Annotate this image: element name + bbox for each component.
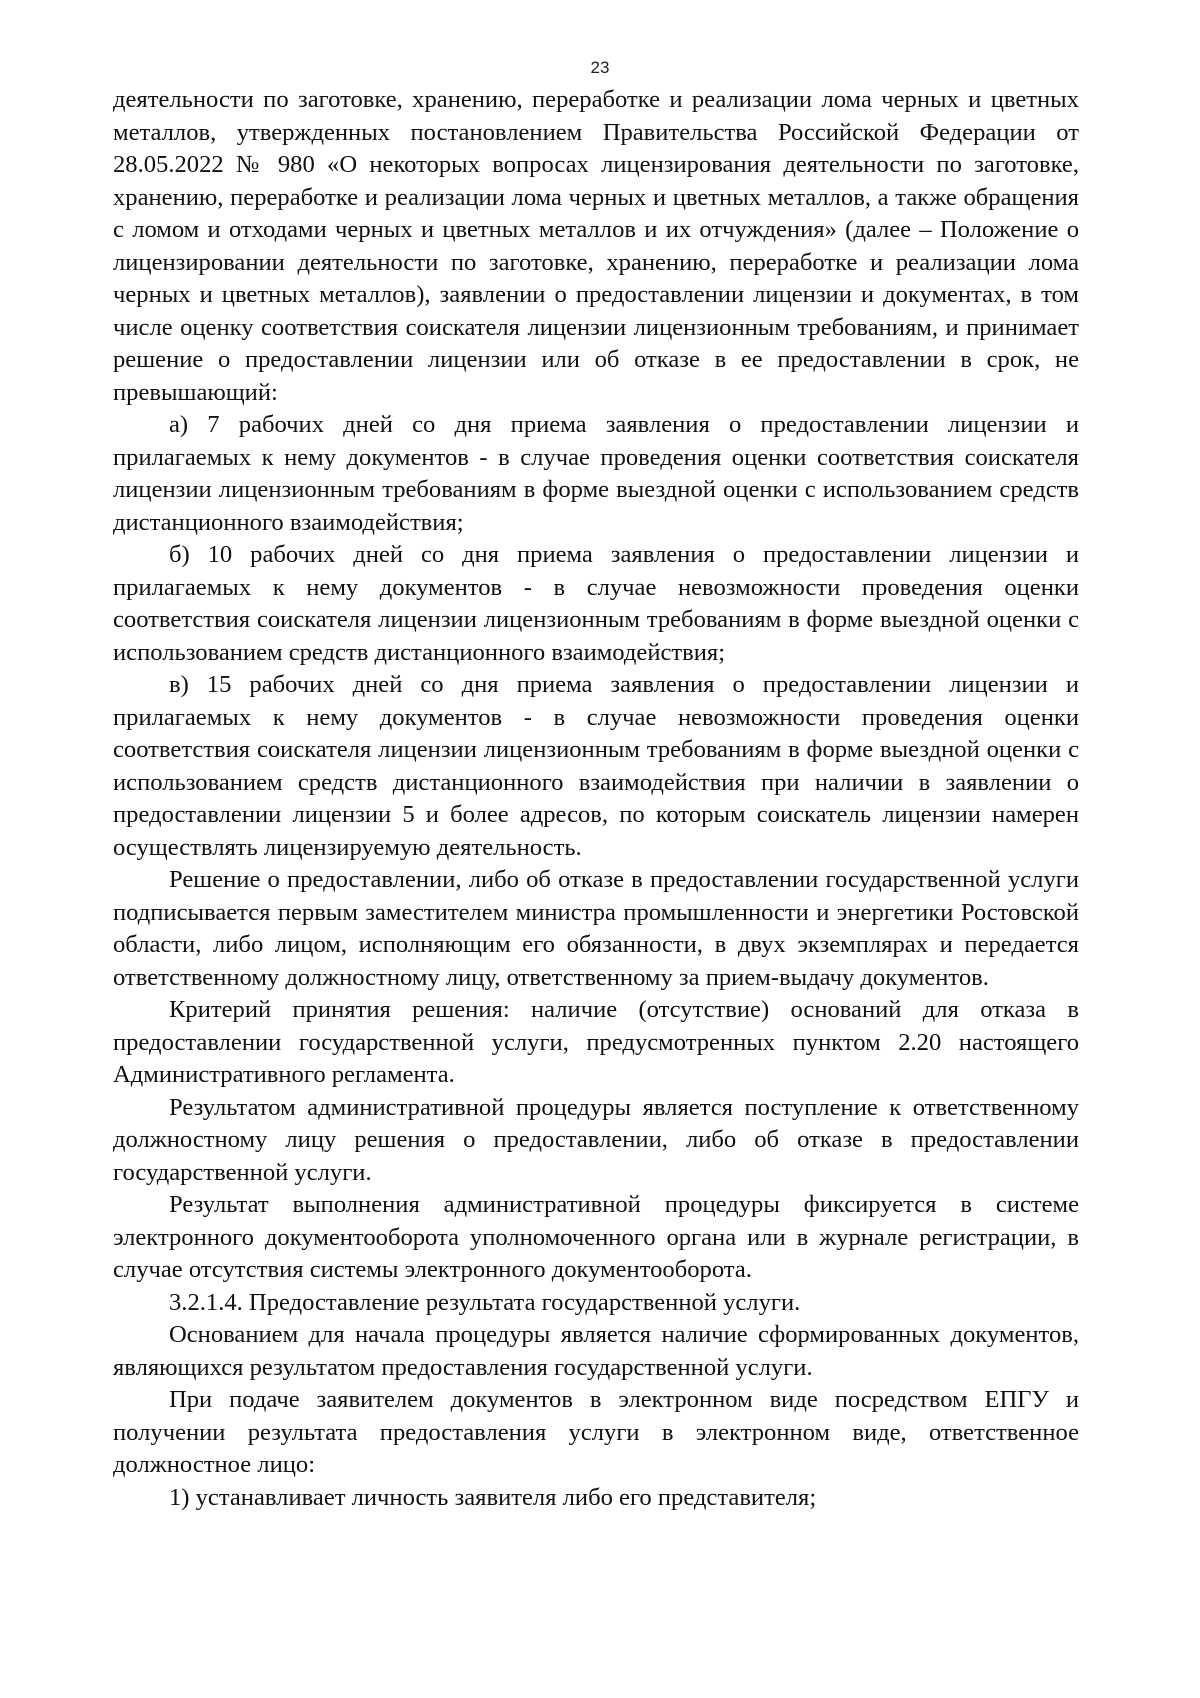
paragraph-4: в) 15 рабочих дней со дня приема заявления о предоставлении лицензии и прилагаемых к нему документов - в случае невозможности проведения оценки соответствия соискателя лицензии лицензионным требованиям в форме выездной оценки с использованием средств дистанционного взаимодействия при наличии в заявлении о предоставлении лицензии 5 и более адресов, по которым соискатель лицензии намерен осуществлять лицензируемую деятельность. bbox=[113, 671, 1079, 861]
paragraph-7: Результатом административной процедуры является поступление к ответственному должностному лицу решения о предоставлении, либо об отказе в предоставлении государственной услуги. bbox=[113, 1093, 1079, 1186]
section-heading-3-2-1-4: 3.2.1.4. Предоставление результата государственной услуги. bbox=[169, 1288, 801, 1316]
paragraph-11: При подаче заявителем документов в электронном виде посредством ЕПГУ и получении результата предоставления услуги в электронном виде, ответственное должностное лицо: bbox=[113, 1386, 1079, 1478]
page-number: 23 bbox=[590, 58, 610, 77]
paragraph-10: Основанием для начала процедуры является наличие сформированных документов, являющихся результатом предоставления государственной услуги. bbox=[113, 1321, 1079, 1381]
paragraph-6: Критерий принятия решения: наличие (отсутствие) оснований для отказа в предоставлении государственной услуги, предусмотренных пунктом 2.20 настоящего Административного регламента. bbox=[113, 996, 1079, 1088]
paragraph-5: Решение о предоставлении, либо об отказе в предоставлении государственной услуги подписывается первым заместителем министра промышленности и энергетики Ростовской области, либо лицом, исполняющим его обязанности, в двух экземплярах и передается ответственному должностному лицу, ответственному за прием-выдачу документов. bbox=[113, 866, 1079, 991]
document-body bbox=[113, 84, 1079, 1514]
paragraph-3: б) 10 рабочих дней со дня приема заявления о предоставлении лицензии и прилагаемых к нему документов - в случае невозможности проведения оценки соответствия соискателя лицензии лицензионным требованиям в форме выездной оценки с использованием средств дистанционного взаимодействия; bbox=[113, 541, 1079, 666]
paragraph-1: деятельности по заготовке, хранению, переработке и реализации лома черных и цветных металлов, утвержденных постановлением Правительства Российской Федерации от 28.05.2022 № 980 «О некоторых вопросах лицензирования деятельности по заготовке, хранению, переработке и реализации лома черных и цветных металлов, а также обращения с ломом и отходами черных и цветных металлов и их отчуждения» (далее – Положение о лицензировании деятельности по заготовке, хранению, переработке и реализации лома черных и цветных металлов), заявлении о предоставлении лицензии и документах, в том числе оценку соответствия соискателя лицензии лицензионным требованиям, и принимает решение о предоставлении лицензии или об отказе в ее предоставлении в срок, не превышающий: bbox=[113, 86, 1079, 406]
paragraph-8: Результат выполнения административной процедуры фиксируется в системе электронного документооборота уполномоченного органа или в журнале регистрации, в случае отсутствия системы электронного документооборота. bbox=[113, 1191, 1079, 1283]
paragraph-12: 1) устанавливает личность заявителя либо его представителя; bbox=[169, 1483, 817, 1511]
paragraph-2: а) 7 рабочих дней со дня приема заявления о предоставлении лицензии и прилагаемых к нему документов - в случае проведения оценки соответствия соискателя лицензии лицензионным требованиям в форме выездной оценки с использованием средств дистанционного взаимодействия; bbox=[113, 411, 1079, 536]
